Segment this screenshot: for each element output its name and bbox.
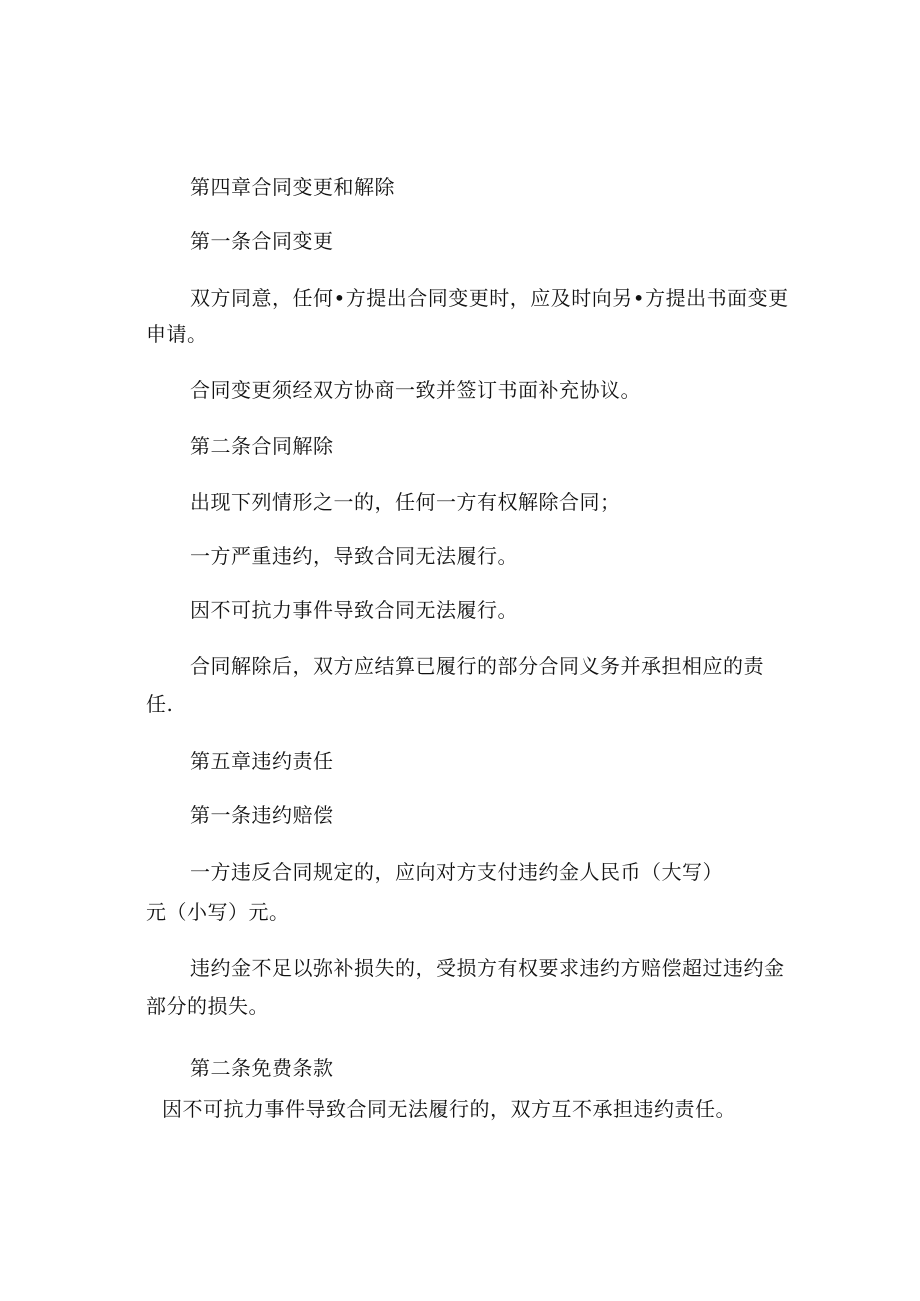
chapter-4-title: 第四章合同变更和解除	[190, 175, 395, 199]
paragraph-line: 因不可抗力事件导致合同无法履行。	[190, 598, 518, 622]
paragraph-line: 出现下列情形之一的，任何一方有权解除合同；	[190, 490, 621, 514]
paragraph-line: 合同解除后，双方应结算已履行的部分合同义务并承担相应的责	[190, 654, 764, 678]
paragraph-line: 任.	[146, 692, 174, 716]
article-1-title: 第一条合同变更	[190, 229, 334, 253]
paragraph-line: 一方严重违约，导致合同无法履行。	[190, 544, 518, 568]
chapter-5-title: 第五章违约责任	[190, 749, 334, 773]
paragraph-line: 合同变更须经双方协商一致并签订书面补充协议。	[190, 378, 641, 402]
article-2-title: 第二条免费条款	[190, 1056, 334, 1080]
paragraph-line: 违约金不足以弥补损失的，受损方有权要求违约方赔偿超过违约金	[190, 956, 785, 980]
paragraph-line: 元（小写）元。	[146, 900, 290, 924]
paragraph-line: 因不可抗力事件导致合同无法履行的，双方互不承担违约责任。	[162, 1097, 736, 1121]
article-1-title: 第一条违约赔偿	[190, 803, 334, 827]
paragraph-line: 申请。	[146, 322, 208, 346]
paragraph-line: 双方同意，任何•方提出合同变更时，应及时向另•方提出书面变更	[190, 286, 789, 310]
article-2-title: 第二条合同解除	[190, 434, 334, 458]
paragraph-line: 一方违反合同规定的，应向对方支付违约金人民币（大写）	[190, 860, 723, 884]
paragraph-line: 部分的损失。	[146, 994, 269, 1018]
